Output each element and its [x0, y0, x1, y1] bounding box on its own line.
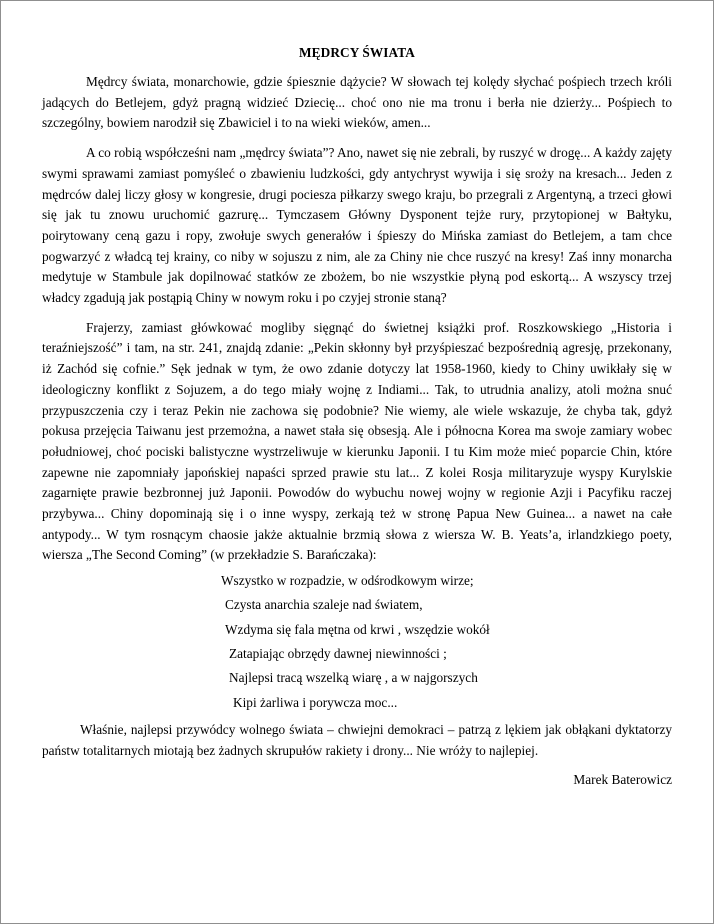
paragraph-3: Frajerzy, zamiast główkować mogliby sięgnąć do świetnej książki prof. Roszkowskiego „Historia i teraźniejszość” i tam, na str. 241, znajdą zdanie: „Pekin skłonny był przyśpieszać bezpośrednią agresję, przekonany, iż Zachód się cofnie.” Sęk jednak w tym, że owo zdanie dotyczy lat 1958-1960, kiedy to Chiny uwikłały się w ideologiczny konflikt z Sojuzem, a do tego miały wojnę z Indiami... Tak, to utrudnia analizy, atoli można snuć przypuszczenia czy i teraz Pekin nie zachowa się podobnie? Nie wiemy, ale wiele wskazuje, że chyba tak, gdyż pokusa przejęcia Taiwanu jest przemożna, a nawet stała się obsesją. Ale i północna Korea ma swoje zamiary wobec południowej, choć pociski balistyczne wystrzeliwuje w kierunku Japonii. I tu Kim może mieć poparcie Chin, które zapewne nie zapomniały japońskiej napaści sprzed prawie stu lat... Z kolei Rosja militaryzuje wyspy Kurylskie zagarnięte prawie bezbronnej już Japonii. Powodów do wybuchu nowej wojny w regionie Azji i Pacyfiku raczej przybywa... Chiny dopominają się i o inne wyspy, zerkają też w stronę Papua New Guinea... a nawet na całe antypody... W tym rosnącym chaosie jakże aktualnie brzmią słowa z wiersza W. B. Yeats’a, irlandzkiego poety, wiersza „The Second Coming” (w przekładzie S. Barańczaka):: [42, 319, 672, 563]
poem-line-4: Zatapiając obrzędy dawnej niewinności ;: [229, 646, 447, 662]
closing-paragraph: Właśnie, najlepsi przywódcy wolnego świata – chwiejni demokraci – patrzą z lękiem jak obłąkani dyktatorzy państw totalitarnych miotają bez żadnych skrupułów rakiety i drony... Nie wróży to najlepiej.: [42, 721, 672, 758]
poem-line-2: Czysta anarchia szaleje nad światem,: [225, 597, 423, 613]
poem-quote: [42, 569, 672, 715]
poem-line-6: Kipi żarliwa i porywcza moc...: [233, 694, 398, 710]
paragraph-1: Mędrcy świata, monarchowie, gdzie śpiesznie dążycie? W słowach tej kolędy słychać pośpiech trzech króli jadących do Betlejem, gdyż pragną widzieć Dziecię... choć ono nie ma tronu i berła nie dzierży... Pośpiech to szczególny, bowiem narodził się Zbawiciel i to na wieki wieków, amen...: [42, 74, 672, 131]
paragraph-2: A co robią współcześni nam „mędrcy świata”? Ano, nawet się nie zebrali, by ruszyć w drogę... A każdy zajęty swymi sprawami zamiast pomyśleć o zbawieniu ludzkości, gdy antychryst wywija i się sroży na kresach... Jeden z mędrców dalej liczy głosy w kongresie, drugi pociesza piłkarzy swego kraju, bo przegrali z Argentyną, a trzeci głowi się jak tu znowu uruchomić gazrurę... Tymczasem Główny Dysponent tejże rury, przytopionej w Bałtyku, poirytowany ceną gazu i ropy, zwołuje swych generałów i śpieszy do Mińska zamiast do Betlejem, a tam chce pogwarzyć z władcą tej krainy, co niby w sojuszu z nim, ale za Chiny nie chce ruszyć na kresy! Zaś inny monarcha medytuje w Stambule jak dopilnować statków ze zbożem, bo nie wszystkie płyną pod eskortą... A wszyscy trzej władcy zgadują jak postąpią Chiny w nowym roku i po czyjej stronie staną?: [42, 145, 672, 306]
poem-line-3: Wzdyma się fala mętna od krwi , wszędzie wokół: [225, 621, 490, 637]
poem-line-1: Wszystko w rozpadzie, w odśrodkowym wirze;: [221, 573, 474, 589]
author-signature: Marek Baterowicz: [573, 772, 672, 788]
document-title: MĘDRCY ŚWIATA: [299, 45, 415, 60]
poem-line-5: Najlepsi tracą wszelką wiarę , a w najgorszych: [229, 670, 478, 686]
